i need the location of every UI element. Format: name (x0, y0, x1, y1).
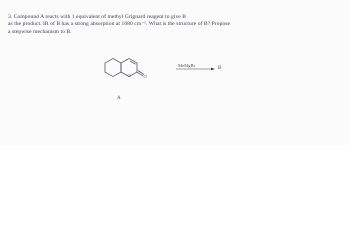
carbonyl-bond (137, 72, 143, 76)
compound-a-structure (105, 59, 144, 77)
reagent-label: MeMgBr (178, 63, 196, 68)
cyclohexane-ring (105, 59, 121, 77)
question-line-3: a stepwise mechanism to B. (8, 28, 72, 35)
compound-a-label: A (117, 96, 121, 101)
product-label: B (218, 66, 222, 71)
question-line-2: as the product. IR of B has a strong absorption at 1680 cm⁻¹. What is the structure of B? Propose (8, 21, 231, 28)
question-line-1: 3. Compound A reacts with 1 equivalent of methyl Grignard reagent to give B (8, 14, 187, 20)
reaction-arrow (176, 68, 215, 71)
carbonyl-oxygen-label: O (143, 74, 147, 79)
ring-oxygen-label: O (127, 73, 131, 78)
